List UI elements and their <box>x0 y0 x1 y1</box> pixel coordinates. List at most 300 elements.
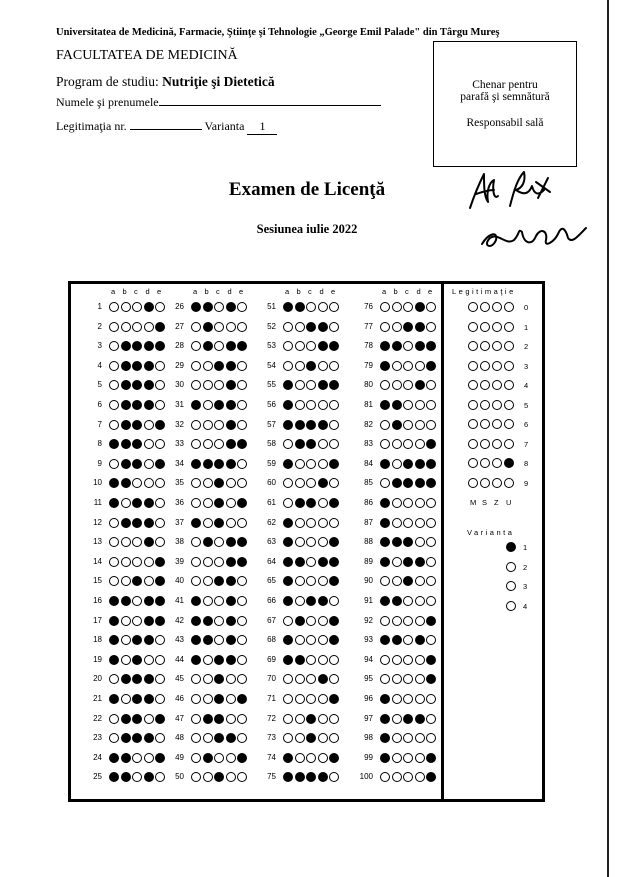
answer-bubble-a[interactable] <box>191 753 201 763</box>
answer-bubble-a[interactable] <box>283 400 293 410</box>
answer-bubble-b[interactable] <box>295 733 305 743</box>
id-digit-bubble[interactable] <box>492 361 502 371</box>
answer-bubble-a[interactable] <box>283 518 293 528</box>
id-digit-bubble[interactable] <box>492 380 502 390</box>
answer-bubble-a[interactable] <box>283 459 293 469</box>
answer-bubble-b[interactable] <box>121 596 131 606</box>
answer-bubble-e[interactable] <box>329 420 339 430</box>
answer-bubble-d[interactable] <box>415 322 425 332</box>
answer-bubble-b[interactable] <box>203 302 213 312</box>
answer-bubble-e[interactable] <box>426 753 436 763</box>
answer-bubble-c[interactable] <box>403 655 413 665</box>
answer-bubble-b[interactable] <box>295 478 305 488</box>
answer-bubble-a[interactable] <box>191 714 201 724</box>
answer-bubble-d[interactable] <box>318 537 328 547</box>
answer-bubble-d[interactable] <box>415 714 425 724</box>
answer-bubble-b[interactable] <box>121 557 131 567</box>
answer-bubble-a[interactable] <box>191 655 201 665</box>
answer-bubble-c[interactable] <box>403 714 413 724</box>
id-digit-bubble[interactable] <box>468 361 478 371</box>
id-digit-bubble[interactable] <box>480 419 490 429</box>
answer-bubble-d[interactable] <box>144 576 154 586</box>
answer-bubble-c[interactable] <box>306 557 316 567</box>
variant-value[interactable]: 1 <box>247 119 277 135</box>
answer-bubble-c[interactable] <box>214 420 224 430</box>
answer-bubble-b[interactable] <box>295 322 305 332</box>
answer-bubble-a[interactable] <box>109 420 119 430</box>
answer-bubble-b[interactable] <box>121 322 131 332</box>
answer-bubble-b[interactable] <box>121 439 131 449</box>
answer-bubble-b[interactable] <box>392 518 402 528</box>
variant-bubble[interactable] <box>506 601 516 611</box>
answer-bubble-e[interactable] <box>237 302 247 312</box>
answer-bubble-d[interactable] <box>318 420 328 430</box>
answer-bubble-b[interactable] <box>203 674 213 684</box>
answer-bubble-d[interactable] <box>318 576 328 586</box>
answer-bubble-d[interactable] <box>144 753 154 763</box>
answer-bubble-b[interactable] <box>121 772 131 782</box>
answer-bubble-e[interactable] <box>237 518 247 528</box>
answer-bubble-c[interactable] <box>214 753 224 763</box>
answer-bubble-c[interactable] <box>403 400 413 410</box>
answer-bubble-c[interactable] <box>132 400 142 410</box>
answer-bubble-d[interactable] <box>226 753 236 763</box>
id-digit-bubble[interactable] <box>504 380 514 390</box>
answer-bubble-d[interactable] <box>415 518 425 528</box>
answer-bubble-d[interactable] <box>226 596 236 606</box>
answer-bubble-b[interactable] <box>203 635 213 645</box>
answer-bubble-d[interactable] <box>226 400 236 410</box>
answer-bubble-d[interactable] <box>144 674 154 684</box>
id-digit-bubble[interactable] <box>468 380 478 390</box>
answer-bubble-b[interactable] <box>203 537 213 547</box>
answer-bubble-a[interactable] <box>109 322 119 332</box>
answer-bubble-b[interactable] <box>295 400 305 410</box>
answer-bubble-b[interactable] <box>203 361 213 371</box>
id-digit-bubble[interactable] <box>480 341 490 351</box>
answer-bubble-a[interactable] <box>109 655 119 665</box>
answer-bubble-c[interactable] <box>132 498 142 508</box>
answer-bubble-d[interactable] <box>144 655 154 665</box>
answer-bubble-b[interactable] <box>203 459 213 469</box>
answer-bubble-d[interactable] <box>318 341 328 351</box>
answer-bubble-c[interactable] <box>306 459 316 469</box>
answer-bubble-d[interactable] <box>144 518 154 528</box>
id-digit-bubble[interactable] <box>504 478 514 488</box>
answer-bubble-c[interactable] <box>306 616 316 626</box>
answer-bubble-c[interactable] <box>214 596 224 606</box>
answer-bubble-c[interactable] <box>403 616 413 626</box>
answer-bubble-a[interactable] <box>380 302 390 312</box>
answer-bubble-a[interactable] <box>380 694 390 704</box>
answer-bubble-d[interactable] <box>144 302 154 312</box>
answer-bubble-b[interactable] <box>295 557 305 567</box>
id-digit-bubble[interactable] <box>480 361 490 371</box>
answer-bubble-d[interactable] <box>415 616 425 626</box>
answer-bubble-a[interactable] <box>109 302 119 312</box>
answer-bubble-c[interactable] <box>403 753 413 763</box>
answer-bubble-d[interactable] <box>415 537 425 547</box>
answer-bubble-d[interactable] <box>144 459 154 469</box>
id-digit-bubble[interactable] <box>504 458 514 468</box>
answer-bubble-a[interactable] <box>191 400 201 410</box>
answer-bubble-d[interactable] <box>226 635 236 645</box>
id-digit-bubble[interactable] <box>504 419 514 429</box>
answer-bubble-b[interactable] <box>392 596 402 606</box>
answer-bubble-c[interactable] <box>214 361 224 371</box>
answer-bubble-d[interactable] <box>415 772 425 782</box>
answer-bubble-b[interactable] <box>203 753 213 763</box>
answer-bubble-c[interactable] <box>403 518 413 528</box>
answer-bubble-b[interactable] <box>392 576 402 586</box>
answer-bubble-a[interactable] <box>283 694 293 704</box>
answer-bubble-b[interactable] <box>392 537 402 547</box>
answer-bubble-b[interactable] <box>121 459 131 469</box>
answer-bubble-c[interactable] <box>132 655 142 665</box>
answer-bubble-c[interactable] <box>132 322 142 332</box>
answer-bubble-c[interactable] <box>214 557 224 567</box>
answer-bubble-d[interactable] <box>226 341 236 351</box>
id-digit-bubble[interactable] <box>480 478 490 488</box>
answer-bubble-b[interactable] <box>392 635 402 645</box>
answer-bubble-d[interactable] <box>415 439 425 449</box>
answer-bubble-a[interactable] <box>380 420 390 430</box>
answer-bubble-b[interactable] <box>203 714 213 724</box>
answer-bubble-d[interactable] <box>144 361 154 371</box>
answer-bubble-c[interactable] <box>403 596 413 606</box>
answer-bubble-c[interactable] <box>214 322 224 332</box>
answer-bubble-d[interactable] <box>144 478 154 488</box>
answer-bubble-c[interactable] <box>306 753 316 763</box>
answer-bubble-c[interactable] <box>403 302 413 312</box>
answer-bubble-a[interactable] <box>109 714 119 724</box>
answer-bubble-b[interactable] <box>295 498 305 508</box>
id-digit-bubble[interactable] <box>504 361 514 371</box>
answer-bubble-a[interactable] <box>109 557 119 567</box>
answer-bubble-c[interactable] <box>403 420 413 430</box>
answer-bubble-b[interactable] <box>203 380 213 390</box>
answer-bubble-b[interactable] <box>295 772 305 782</box>
answer-bubble-d[interactable] <box>144 537 154 547</box>
answer-bubble-a[interactable] <box>109 361 119 371</box>
answer-bubble-d[interactable] <box>226 439 236 449</box>
answer-bubble-e[interactable] <box>426 420 436 430</box>
id-digit-bubble[interactable] <box>492 419 502 429</box>
answer-bubble-c[interactable] <box>214 694 224 704</box>
answer-bubble-c[interactable] <box>306 498 316 508</box>
answer-bubble-d[interactable] <box>415 557 425 567</box>
answer-bubble-b[interactable] <box>121 420 131 430</box>
answer-bubble-b[interactable] <box>392 322 402 332</box>
answer-bubble-b[interactable] <box>121 518 131 528</box>
answer-bubble-b[interactable] <box>121 616 131 626</box>
answer-bubble-c[interactable] <box>214 655 224 665</box>
answer-bubble-d[interactable] <box>144 439 154 449</box>
answer-bubble-d[interactable] <box>318 478 328 488</box>
answer-bubble-a[interactable] <box>380 322 390 332</box>
answer-bubble-a[interactable] <box>109 400 119 410</box>
answer-bubble-c[interactable] <box>403 498 413 508</box>
answer-bubble-d[interactable] <box>318 439 328 449</box>
answer-bubble-b[interactable] <box>121 537 131 547</box>
answer-bubble-b[interactable] <box>392 420 402 430</box>
answer-bubble-d[interactable] <box>318 596 328 606</box>
answer-bubble-e[interactable] <box>237 361 247 371</box>
answer-bubble-e[interactable] <box>329 498 339 508</box>
answer-bubble-d[interactable] <box>144 596 154 606</box>
answer-bubble-b[interactable] <box>121 655 131 665</box>
answer-bubble-b[interactable] <box>203 439 213 449</box>
answer-bubble-d[interactable] <box>226 576 236 586</box>
id-field[interactable] <box>130 119 202 130</box>
answer-bubble-e[interactable] <box>426 596 436 606</box>
name-field[interactable] <box>159 95 381 106</box>
answer-bubble-d[interactable] <box>415 596 425 606</box>
answer-bubble-d[interactable] <box>415 576 425 586</box>
answer-bubble-d[interactable] <box>415 420 425 430</box>
id-digit-bubble[interactable] <box>504 341 514 351</box>
answer-bubble-b[interactable] <box>295 302 305 312</box>
answer-bubble-e[interactable] <box>329 655 339 665</box>
answer-bubble-d[interactable] <box>415 753 425 763</box>
answer-bubble-d[interactable] <box>415 478 425 488</box>
id-digit-bubble[interactable] <box>504 302 514 312</box>
answer-bubble-e[interactable] <box>237 557 247 567</box>
variant-bubble[interactable] <box>506 542 516 552</box>
answer-bubble-e[interactable] <box>329 596 339 606</box>
answer-bubble-b[interactable] <box>121 478 131 488</box>
answer-bubble-b[interactable] <box>392 302 402 312</box>
answer-bubble-b[interactable] <box>121 400 131 410</box>
id-digit-bubble[interactable] <box>480 380 490 390</box>
answer-bubble-c[interactable] <box>132 753 142 763</box>
answer-bubble-d[interactable] <box>318 302 328 312</box>
answer-bubble-a[interactable] <box>283 714 293 724</box>
answer-bubble-c[interactable] <box>306 420 316 430</box>
answer-bubble-b[interactable] <box>295 596 305 606</box>
answer-bubble-a[interactable] <box>109 459 119 469</box>
answer-bubble-b[interactable] <box>295 518 305 528</box>
answer-bubble-d[interactable] <box>144 498 154 508</box>
answer-bubble-b[interactable] <box>121 635 131 645</box>
answer-bubble-e[interactable] <box>426 400 436 410</box>
answer-bubble-d[interactable] <box>318 694 328 704</box>
id-digit-bubble[interactable] <box>492 322 502 332</box>
answer-bubble-b[interactable] <box>392 400 402 410</box>
answer-bubble-b[interactable] <box>203 772 213 782</box>
answer-bubble-e[interactable] <box>237 616 247 626</box>
answer-bubble-d[interactable] <box>318 459 328 469</box>
answer-bubble-e[interactable] <box>426 302 436 312</box>
id-digit-bubble[interactable] <box>504 400 514 410</box>
answer-bubble-d[interactable] <box>144 380 154 390</box>
answer-bubble-d[interactable] <box>415 733 425 743</box>
answer-bubble-a[interactable] <box>283 498 293 508</box>
answer-bubble-a[interactable] <box>109 616 119 626</box>
id-digit-bubble[interactable] <box>468 302 478 312</box>
answer-bubble-e[interactable] <box>329 400 339 410</box>
answer-bubble-c[interactable] <box>132 596 142 606</box>
answer-bubble-c[interactable] <box>132 518 142 528</box>
answer-bubble-a[interactable] <box>283 655 293 665</box>
answer-bubble-a[interactable] <box>109 753 119 763</box>
answer-bubble-c[interactable] <box>132 459 142 469</box>
answer-bubble-e[interactable] <box>237 753 247 763</box>
answer-bubble-d[interactable] <box>226 518 236 528</box>
answer-bubble-c[interactable] <box>214 616 224 626</box>
answer-bubble-d[interactable] <box>144 714 154 724</box>
answer-bubble-e[interactable] <box>329 557 339 567</box>
answer-bubble-a[interactable] <box>109 518 119 528</box>
answer-bubble-e[interactable] <box>329 616 339 626</box>
answer-bubble-e[interactable] <box>237 655 247 665</box>
answer-bubble-c[interactable] <box>306 400 316 410</box>
answer-bubble-b[interactable] <box>203 557 213 567</box>
answer-bubble-c[interactable] <box>403 557 413 567</box>
answer-bubble-b[interactable] <box>295 341 305 351</box>
answer-bubble-d[interactable] <box>226 772 236 782</box>
variant-bubble[interactable] <box>506 562 516 572</box>
answer-bubble-c[interactable] <box>306 302 316 312</box>
answer-bubble-e[interactable] <box>237 459 247 469</box>
answer-bubble-d[interactable] <box>226 420 236 430</box>
id-digit-bubble[interactable] <box>492 439 502 449</box>
answer-bubble-c[interactable] <box>214 400 224 410</box>
answer-bubble-c[interactable] <box>306 655 316 665</box>
answer-bubble-a[interactable] <box>109 694 119 704</box>
id-digit-bubble[interactable] <box>492 400 502 410</box>
answer-bubble-d[interactable] <box>144 772 154 782</box>
answer-bubble-d[interactable] <box>226 380 236 390</box>
answer-bubble-e[interactable] <box>426 557 436 567</box>
answer-bubble-c[interactable] <box>132 714 142 724</box>
answer-bubble-a[interactable] <box>283 361 293 371</box>
answer-bubble-e[interactable] <box>329 459 339 469</box>
answer-bubble-a[interactable] <box>191 361 201 371</box>
id-digit-bubble[interactable] <box>480 400 490 410</box>
answer-bubble-d[interactable] <box>318 400 328 410</box>
answer-bubble-a[interactable] <box>380 361 390 371</box>
answer-bubble-e[interactable] <box>329 361 339 371</box>
answer-bubble-c[interactable] <box>214 459 224 469</box>
answer-bubble-a[interactable] <box>380 400 390 410</box>
answer-bubble-b[interactable] <box>392 694 402 704</box>
answer-bubble-c[interactable] <box>132 302 142 312</box>
answer-bubble-d[interactable] <box>318 498 328 508</box>
answer-bubble-b[interactable] <box>203 400 213 410</box>
answer-bubble-b[interactable] <box>295 714 305 724</box>
answer-bubble-b[interactable] <box>392 380 402 390</box>
answer-bubble-b[interactable] <box>392 361 402 371</box>
answer-bubble-d[interactable] <box>318 380 328 390</box>
answer-bubble-d[interactable] <box>226 655 236 665</box>
id-digit-bubble[interactable] <box>468 400 478 410</box>
answer-bubble-d[interactable] <box>144 341 154 351</box>
answer-bubble-e[interactable] <box>329 694 339 704</box>
answer-bubble-b[interactable] <box>203 420 213 430</box>
answer-bubble-c[interactable] <box>306 361 316 371</box>
answer-bubble-b[interactable] <box>203 596 213 606</box>
answer-bubble-e[interactable] <box>426 322 436 332</box>
answer-bubble-b[interactable] <box>121 498 131 508</box>
answer-bubble-d[interactable] <box>415 361 425 371</box>
answer-bubble-b[interactable] <box>392 341 402 351</box>
answer-bubble-b[interactable] <box>295 537 305 547</box>
answer-bubble-d[interactable] <box>226 322 236 332</box>
answer-bubble-c[interactable] <box>403 361 413 371</box>
answer-bubble-d[interactable] <box>318 635 328 645</box>
answer-bubble-b[interactable] <box>392 439 402 449</box>
answer-bubble-b[interactable] <box>392 733 402 743</box>
answer-bubble-c[interactable] <box>306 694 316 704</box>
answer-bubble-b[interactable] <box>295 674 305 684</box>
answer-bubble-a[interactable] <box>283 616 293 626</box>
answer-bubble-c[interactable] <box>132 361 142 371</box>
answer-bubble-d[interactable] <box>144 557 154 567</box>
answer-bubble-b[interactable] <box>295 635 305 645</box>
answer-bubble-e[interactable] <box>329 322 339 332</box>
answer-bubble-e[interactable] <box>237 694 247 704</box>
answer-bubble-c[interactable] <box>132 420 142 430</box>
answer-bubble-e[interactable] <box>329 714 339 724</box>
answer-bubble-d[interactable] <box>144 420 154 430</box>
answer-bubble-d[interactable] <box>318 518 328 528</box>
answer-bubble-b[interactable] <box>392 753 402 763</box>
answer-bubble-b[interactable] <box>121 694 131 704</box>
answer-bubble-c[interactable] <box>403 694 413 704</box>
answer-bubble-c[interactable] <box>132 616 142 626</box>
answer-bubble-b[interactable] <box>295 655 305 665</box>
answer-bubble-d[interactable] <box>226 733 236 743</box>
id-digit-bubble[interactable] <box>468 419 478 429</box>
answer-bubble-d[interactable] <box>415 400 425 410</box>
id-digit-bubble[interactable] <box>480 322 490 332</box>
answer-bubble-e[interactable] <box>237 400 247 410</box>
answer-bubble-d[interactable] <box>226 361 236 371</box>
answer-bubble-a[interactable] <box>380 714 390 724</box>
answer-bubble-b[interactable] <box>392 498 402 508</box>
answer-bubble-b[interactable] <box>121 361 131 371</box>
answer-bubble-d[interactable] <box>226 302 236 312</box>
answer-bubble-d[interactable] <box>415 498 425 508</box>
answer-bubble-b[interactable] <box>121 733 131 743</box>
answer-bubble-d[interactable] <box>318 322 328 332</box>
answer-bubble-a[interactable] <box>191 459 201 469</box>
answer-bubble-d[interactable] <box>226 674 236 684</box>
answer-bubble-e[interactable] <box>426 694 436 704</box>
answer-bubble-b[interactable] <box>392 478 402 488</box>
answer-bubble-b[interactable] <box>295 616 305 626</box>
answer-bubble-a[interactable] <box>191 518 201 528</box>
answer-bubble-a[interactable] <box>191 420 201 430</box>
answer-bubble-b[interactable] <box>203 322 213 332</box>
answer-bubble-d[interactable] <box>318 714 328 724</box>
answer-bubble-d[interactable] <box>144 616 154 626</box>
answer-bubble-e[interactable] <box>329 518 339 528</box>
answer-bubble-d[interactable] <box>226 694 236 704</box>
answer-bubble-b[interactable] <box>203 576 213 586</box>
answer-bubble-a[interactable] <box>283 596 293 606</box>
id-digit-bubble[interactable] <box>480 458 490 468</box>
answer-bubble-d[interactable] <box>226 478 236 488</box>
answer-bubble-c[interactable] <box>132 557 142 567</box>
answer-bubble-b[interactable] <box>203 518 213 528</box>
id-digit-bubble[interactable] <box>492 341 502 351</box>
answer-bubble-c[interactable] <box>306 714 316 724</box>
id-digit-bubble[interactable] <box>468 478 478 488</box>
answer-bubble-b[interactable] <box>295 439 305 449</box>
answer-bubble-d[interactable] <box>226 537 236 547</box>
